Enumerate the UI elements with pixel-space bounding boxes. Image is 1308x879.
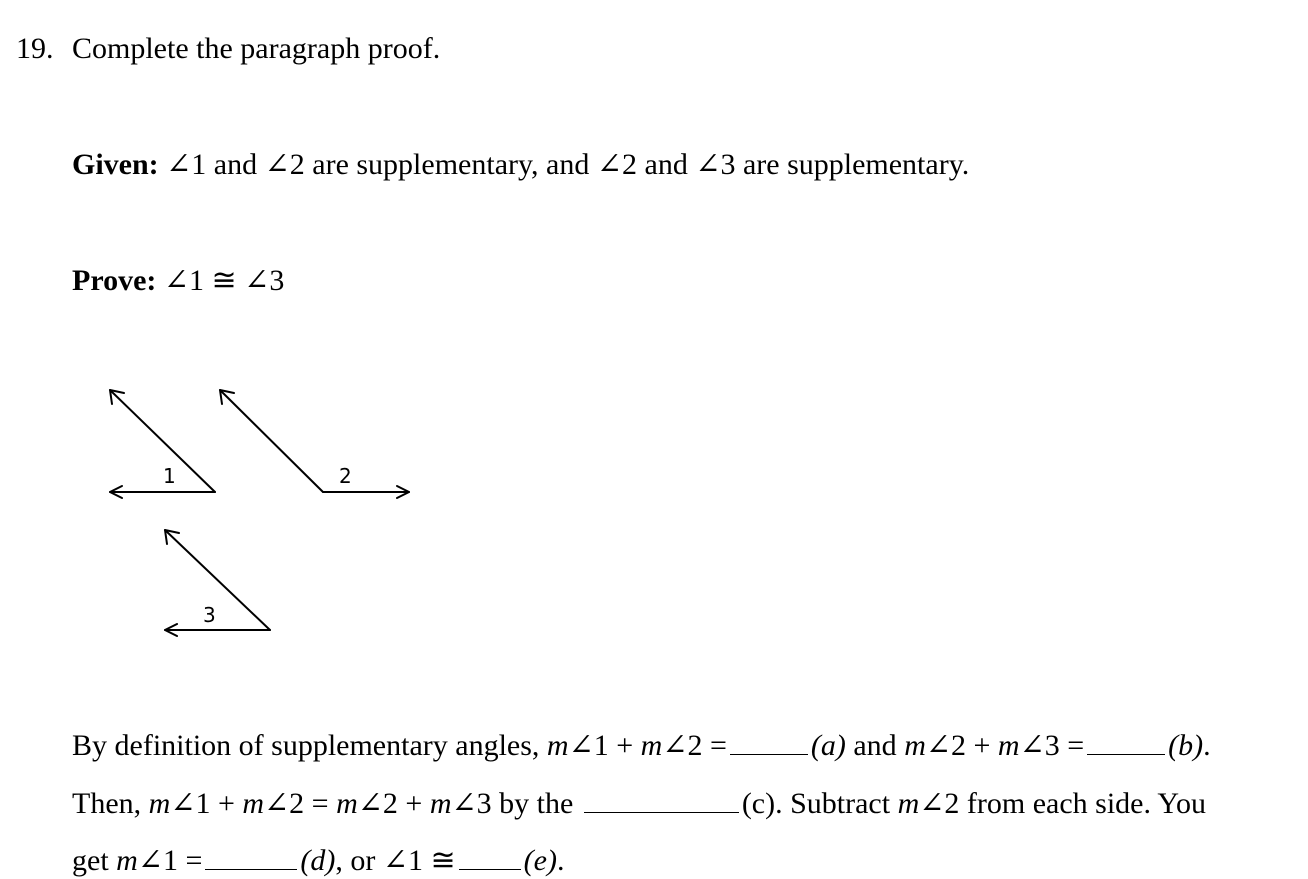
proof-line-3 — [72, 842, 564, 879]
given-text: ∠1 and ∠2 are supplementary, and ∠2 and ∠3 are supplementary. — [166, 148, 970, 181]
proof-text: ∠2 + — [357, 787, 430, 820]
measure-m: m — [904, 729, 926, 762]
proof-text: ∠3 by the — [451, 787, 581, 820]
measure-m: m — [116, 844, 138, 877]
angle-2-diagram — [220, 390, 409, 498]
measure-m: m — [429, 787, 452, 820]
angle-3-diagram — [165, 530, 270, 636]
prove-label: Prove: — [72, 264, 157, 297]
measure-m: m — [148, 787, 171, 820]
blank-label-b: (b) — [1168, 729, 1204, 762]
proof-text: ∠1 + — [170, 787, 243, 820]
blank-label-e: (e) — [523, 844, 557, 877]
proof-text: get — [72, 844, 117, 877]
measure-m: m — [336, 787, 358, 820]
proof-text: . Subtract — [775, 787, 898, 820]
blank-b[interactable] — [1087, 727, 1165, 755]
measure-m: m — [997, 729, 1020, 762]
measure-m: m — [242, 787, 265, 820]
blank-c[interactable] — [584, 785, 739, 813]
proof-text: ∠3 = — [1019, 729, 1085, 762]
proof-line-2 — [72, 785, 1206, 822]
measure-m: m — [546, 729, 569, 762]
angle-3-label: 3 — [203, 603, 216, 627]
angles-figure — [95, 380, 425, 650]
blank-a[interactable] — [730, 727, 808, 755]
angle-2-label: 2 — [339, 464, 352, 488]
prove-text: ∠1 ≅ ∠3 — [163, 264, 285, 297]
proof-text: ∠1 + — [568, 729, 641, 762]
proof-text: ∠1 = — [137, 844, 203, 877]
proof-text: ∠2 = — [264, 787, 337, 820]
proof-text: ∠2 from each side. You — [919, 787, 1207, 820]
measure-m: m — [640, 729, 663, 762]
blank-label-a: (a) — [810, 729, 846, 762]
given-statement — [72, 147, 969, 183]
proof-text: ∠2 + — [925, 729, 998, 762]
blank-label-c: (c) — [741, 787, 776, 820]
question-instruction: Complete the paragraph proof. — [72, 32, 441, 65]
measure-m: m — [897, 787, 920, 820]
question-number: 19. — [16, 32, 54, 65]
angle-1-label: 1 — [163, 464, 176, 488]
proof-text: ∠2 = — [662, 729, 727, 762]
proof-text: By definition of supplementary angles, — [72, 729, 547, 762]
blank-label-d: (d) — [300, 844, 336, 877]
proof-text: . — [556, 844, 565, 877]
proof-text: and — [845, 729, 905, 762]
given-label: Given: — [72, 148, 159, 181]
proof-line-1 — [72, 727, 1211, 764]
blank-e[interactable] — [459, 842, 521, 870]
proof-text: Then, — [72, 787, 149, 820]
blank-d[interactable] — [205, 842, 297, 870]
proof-text: . — [1203, 729, 1211, 762]
proof-text: , or ∠1 ≅ — [335, 844, 456, 877]
prove-statement — [72, 263, 284, 299]
